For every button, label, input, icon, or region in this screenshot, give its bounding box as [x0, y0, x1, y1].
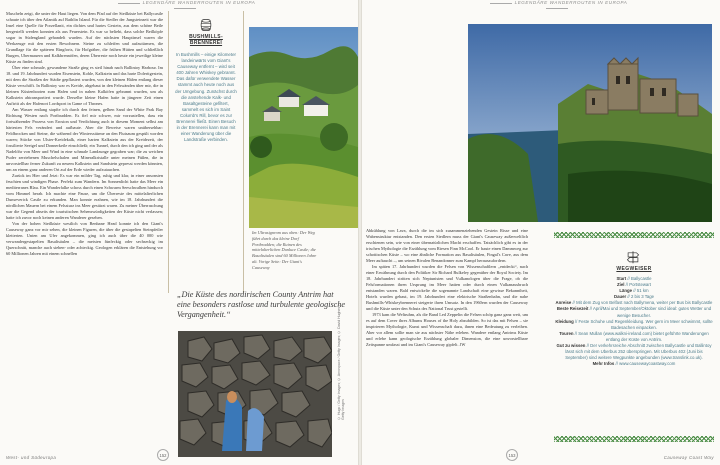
- info-row: Beste Reisezeit // April/Mai und September/Oktober sind ideal: gutes Wetter und wenige Besucher.: [556, 306, 712, 318]
- info-row: Ziel // Portstewart: [617, 282, 651, 288]
- decorative-border: [554, 232, 714, 238]
- bushmills-sidebar: [168, 11, 244, 293]
- wegweiser-list: [554, 276, 714, 367]
- running-head-right: LEGENDÄRE WANDERROUTEN IN EUROPA: [482, 0, 632, 9]
- right-text-column: [366, 228, 528, 440]
- info-label: Gut zu wissen: [556, 343, 586, 349]
- info-label: Anreise: [555, 300, 572, 306]
- footer-right: Causeway Coast Way: [663, 455, 714, 460]
- info-row: Länge // 51 km: [619, 288, 649, 294]
- paragraph: Von der hohen Steilküste westlich von Benbane Head konnte ich den Giant's Causeway ganz vor mir sehen, die kleinen Figuren, die über die gestapelten Steinpfeiler kletterten. Unten am Ufer angekommen, ging ich auch über die 40 000 wie verwandergestapelten Basaltsäulen – die meisten fünfeckig oder sechseckig im Querschnitt, manche auch sieben- oder achteckig. Geologen erklären die Entstehung vor 60 Millionen Jahren mit einem schnellen: [6, 221, 163, 256]
- info-label: Kleidung: [555, 318, 574, 324]
- paragraph: 1973 kam die Weltruhm, als die Band Led Zeppelin die Felsen schöp ganz ganz weit, um es auf dem Cover ihres Albums Houses of the Holy abzubilden. So ist das mit Felsen – sie inspirieren Mythologie, Kunst und Wissenschaft dazu, ihnen eine Bedeutung zu verleihen. Aber vor allem sollte man sie aus nächster Nähe erleben. Wandere entlang Antrims Küste und erlebe kann geologische Erzählung globaler Dimension, die eine unvorstellbare Zeitspanne umfasst und im Giant's Causeway gipfelt. JW: [366, 312, 528, 347]
- pull-quote: „Die Küste des nordirischen County Antrim hat eine besonders rastlose und turbulente geologische Vergangenheit.“: [177, 290, 346, 319]
- decorative-border: [554, 436, 714, 442]
- castle-ruin-photo: [468, 24, 712, 222]
- paragraph: Muscheln zeigt, die unter der Haut liegen. Von dem Pfad auf der Steilküste bei Ballycastle schaute ich über den Atlantik auf Rathlin Island. Für die Siedler der Jungsteinzeit war die Insel eine Quelle für Porzellanit, ein dichtes und hartes Gestein, aus dem schöne Beile hergestellt werden konnten als aus Feuerstein. Es war so beliebt, dass solche Beilköpfe sogar in Südengland gehandelt wurden. Auf der nächsten Hauptinsel waren die Werkzeuge mit den ersten Bewohnern. Steine zu schleifen und aufzutürmen, die Grundlage für die späteren Ringforts, für Hofgräber, die frühen Hütten und schließlich Burgen, Ubermauern und Kalkbrennöfen, deren Überreste noch heute ein jeweilige kleine Küste zu finden sind.: [6, 11, 163, 64]
- whiskey-barrel-icon: [199, 18, 213, 32]
- sidebar-title: BUSHMILLS-BRENNEREI: [189, 34, 223, 46]
- info-value: April/Mai und September/Oktober sind ideal: gutes Wetter und wenige Besucher.: [592, 306, 712, 318]
- info-value: www.causewaycoastway.com: [619, 361, 676, 367]
- running-head-left: LEGENDÄRE WANDERROUTEN IN EUROPA: [110, 0, 260, 9]
- info-row: Mehr Infos // www.causewaycoastway.com: [592, 361, 676, 367]
- paragraph: Am Wasser entlang stapfte ich durch den feinen, gelben Sand der White Park Bay Richtung Westen nach Portbradden. Es fiel mir schwer, mir vorzustellen, dass ein fortwährender Prozess von Erosion und Verdichtung auch in diesem Moment selbst am härtesten Fels verändert und aufbaute. Aber die Beweise waren unübersehbar: Feldbrocken und Steine, die während der Wintersstürme an den Flutsaum gespült worden waren; Stücke von Ulster-Kreidekalk, einer harten Kalkstein aus der Kreidezeit, der fossilierte Seeigel und Donnerkeile einschließt; ein Tunnel, durch den ich ging und der als Nadelöhr von Meer und Wind in eine schmale Landzunge gegraben war; die zu weichen Puder zerriebenen Muschelschalen und Mineralkristalle unter meinen Füßen, die in unvorstellbar ferner Zukunft zu neuem Kalkstein und Sandstein gepresst werden könnten, um an einem ganz anderen Ort auf der Erde wieder aufzutauchen.: [6, 107, 163, 172]
- paragraph: Abkühlung von Lava, durch die im sich zusammenziehenden Gestein Risse und eine Wabenstruktur entstanden. Den ersten Siedlern muss der Giant's Causeway außerweltlich erschienen sein, wie von einer übernatürlichen Macht erschaffen. Tatsächlich gibt es in der irischen Mythologie die Erzählung vom Riesen Finn McCool. Er baute einen Dammweg zur schottischen Küste – wo eine ähnliche Formation aus Basaltsäulen, Fingal's Cave, aus dem Meer auftaucht –, um seinen Rivalen Benandonner zum Kampf herauszufordern.: [366, 228, 528, 263]
- photo-credit: © Hugo / Getty Images; © Aerospace / Getty Images; © David Hughes / Getty Images: [337, 304, 345, 420]
- village-photo: [249, 27, 358, 228]
- info-value: 2 bis 3 Tage: [630, 294, 655, 300]
- info-label: Länge: [619, 288, 633, 294]
- info-value: Feste Schuhe und Regenkleidung. Wer gern im Meer schwimmt, sollte Badesachen einpacken.: [578, 318, 713, 330]
- signpost-icon: [626, 250, 640, 264]
- footer-left: West- und Südeuropa: [6, 455, 57, 460]
- info-value: Sean Mullan (www.walkni-ireland.com) bietet geführte Wanderungen entlang der Küste von Antrim.: [578, 330, 709, 342]
- info-label: Start: [616, 276, 627, 281]
- page-number-right: 153: [506, 449, 518, 461]
- info-row: Touren // Sean Mullan (www.walkni-ireland.com) bietet geführte Wanderungen entlang der Küste von Antrim.: [559, 330, 709, 342]
- info-value: Portstewart: [629, 282, 651, 288]
- left-text-column: [6, 11, 163, 439]
- paragraph: Zurück im Hier und Jetzt: Es war ein milder Tag, ruhig und klar, in einer ansonsten feuchten und windigen Phase. Perfekt zum Wandern. Im Sonnenlicht hatte das Meer ein mediterranes Blau. Ein Wanderfalke schoss durch einen Schwarm Seeschwalben hindurch vom Himmel herab. Ich machte eine Pause, um die Überreste des mittelalterlichen Dunseverick Castle zu erkunden. Man konnte erahnen, wie im 18. Jahrhundert die nördlichen Mauern bei einem Felssturz ins Meer gestürzt waren. Zu meiner Überraschung war die Gegend abseits der touristischen Sehenswürdigkeiten der Küste nicht verlassen; hatte ich zuvor noch keinen anderen Wanderer gesehen.: [6, 173, 163, 220]
- page-number-left: 152: [157, 449, 169, 461]
- left-page: [0, 0, 358, 465]
- info-row: Anreise // Mit dem Zug von Belfast nach Ballymena, weiter per Bus bis Ballycastle: [555, 300, 713, 306]
- info-label: Beste Reisezeit: [556, 306, 589, 312]
- wegweiser-title: WEGWEISER: [616, 266, 652, 272]
- info-value: Mit dem Zug von Belfast nach Ballymena, weiter per Bus bis Ballycastle: [576, 300, 713, 306]
- info-label: Ziel: [617, 282, 625, 288]
- info-row: Start // Ballycastle: [616, 276, 652, 281]
- right-page: [362, 0, 720, 465]
- info-value: Ballycastle: [631, 276, 652, 281]
- info-row: Gut zu wissen // Der verkehrsreiche Abschnitt zwischen Ballycastle und Ballintoy lässt sich mit dem Uberbus 252 überspringen. Mit Uberbus 402 (Juni bis September) sind weitere Wegpunkte angebunden (www.translink.co.uk).: [556, 343, 712, 361]
- paragraph: Über eine schmale, gewundene Straße ging es steil hinab nach Ballintoy Harbour. Im 18. und 19. Jahrhundert wurden Eisenstein, Kohle, Kalkstein und das harte Doleritgestein, mit dem die Straßen der Städte gepflastert wurden, von den kleinen Häfen entlang dieser Küste verschifft. In Ballintoy war es Kreide, abgebaut in den Felswänden über mir, die in kleinen Küstenbooten zum Hafen und in nahen Kalköfen gebrannt wurden, um als Kalkstein abtransportiert wurde. Derselbe kleine Hafen hatte in jüngerer Zeit einen Auftritt als der Hafenort Lordsport in Game of Thrones.: [6, 65, 163, 106]
- info-row: Kleidung // Feste Schuhe und Regenkleidung. Wer gern im Meer schwimmt, sollte Badesachen einpacken.: [555, 318, 713, 330]
- info-label: Touren: [559, 330, 574, 336]
- sidebar-body: In Bushmills – einige Kilometer landeinwärts vom Giant's Causeway entfernt – wird seit 400 Jahren Whiskey gebrannt. Das dafür verwendete Wasser stammt auch heute noch aus der Umgebung. Zunächst durch die anstehende Kalk- und Basaltgesteine gefiltert, sammelt es sich im Saint Columb's Rill, bevor es zur Brennerei fließt. Einen Besuch in der Brennerei kann man mit einer Wanderung über die Landstraße verbinden.: [175, 52, 237, 143]
- info-row: Dauer // 2 bis 3 Tage: [613, 294, 655, 300]
- wegweiser-box: [554, 232, 714, 444]
- paragraph: Im späten 17. Jahrhundert wurden die Felsen von Wissenschaftlern „entdeckt“, nach einer Erwähnung durch den Politiker Sir Richard Bulkeley gegenüber der Royal Society. Im 18. Jahrhundert stritten sich Neptunisten und Vulkanologen über die Frage, ob die Felsformationen ihren Ursprung im Meer hatten oder durch einen Vulkanausbruch entstanden waren. Bald entwickelte die sogenannte Landschaft eine gewisse Bekanntheit, Hotels wurden gebaut, im 19. Jahrhundert eine elektrische Straßenbahn, und die nahe Bushmills-Whiskeybrennerei steigerte ihren Umsatz. In den 1960ern wurden der Causeway und die Küste unter den Schutz des National Trust gestellt.: [366, 264, 528, 311]
- info-value: 51 km: [636, 288, 649, 294]
- photo-caption: Im Ultrasignrom aus oben: Der Weg führt durch das kleine Dorf Portbradden; die Ruinen des mittelalterlichen Dunluce Castle; die Basaltsäulen sind 60 Millionen Jahre alt. Vorige Seite: Der Giant's Causeway: [252, 230, 317, 270]
- info-label: Mehr Infos: [592, 361, 615, 367]
- basalt-columns-photo: [178, 331, 332, 457]
- info-label: Dauer: [613, 294, 627, 300]
- info-value: Der verkehrsreiche Abschnitt zwischen Ballycastle und Ballintoy lässt sich mit dem Uberbus 252 überspringen. Mit Uberbus 402 (Juni bis September) sind weitere Wegpunkte angebunden (www.translink.co.uk).: [565, 343, 712, 361]
